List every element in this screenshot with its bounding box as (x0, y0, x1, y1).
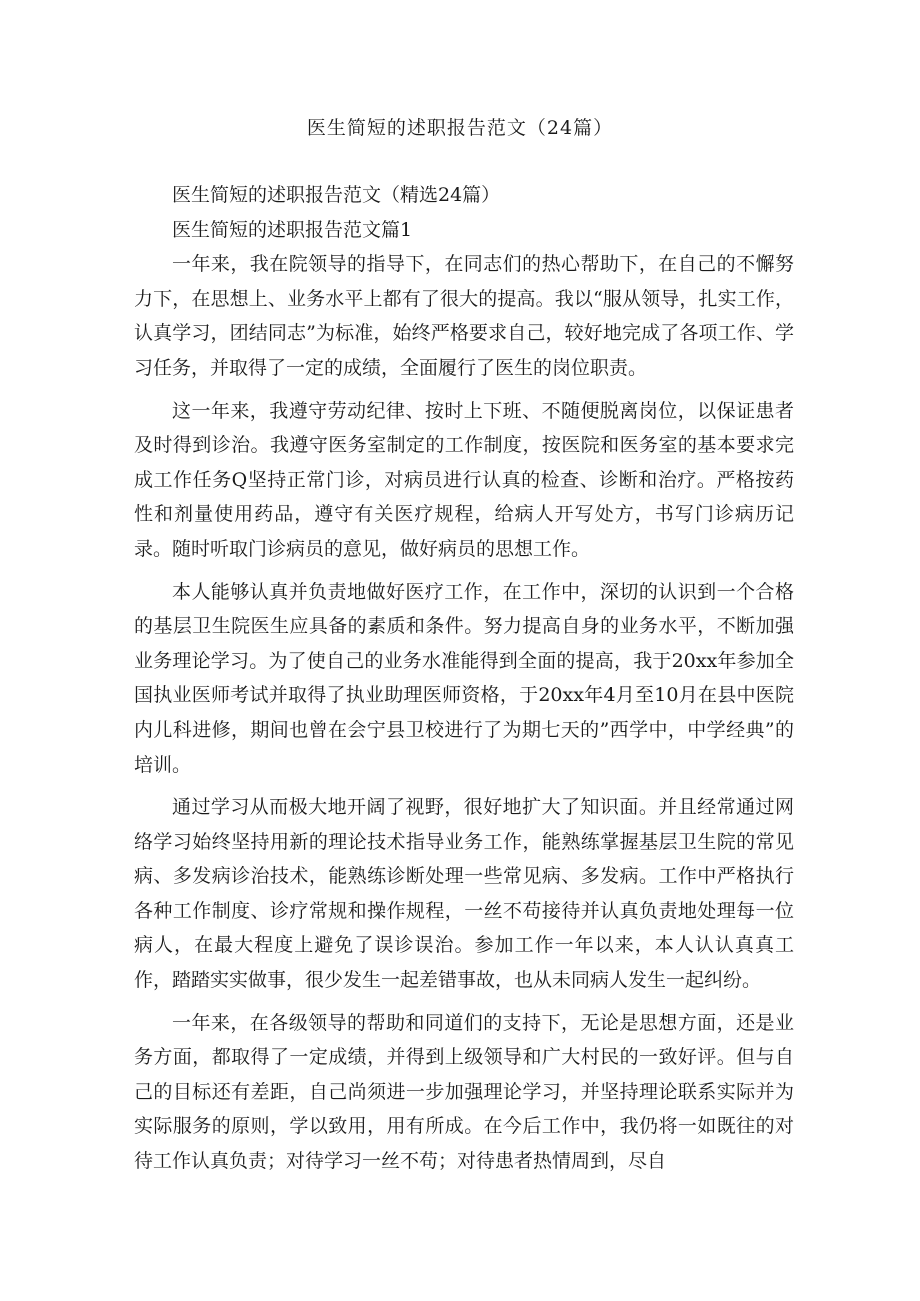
document-subtitle: 医生简短的述职报告范文（精选24篇） (172, 184, 501, 206)
paragraph-3: 本人能够认真并负责地做好医疗工作，在工作中，深切的认识到一个合格的基层卫生院医生应具备的素质和条件。努力提高自身的业务水平，不断加强业务理论学习。为了使自己的业务水准能得到全面的提高，我于20xx年参加全国执业医师考试并取得了执业助理医师资格，于20xx年4月至10月在县中医院内儿科进修，期间也曾在会宁县卫校进行了为期七天的”西学中，中学经典”的培训。 (134, 580, 794, 776)
paragraph-2: 这一年来，我遵守劳动纪律、按时上下班、不随便脱离岗位，以保证患者及时得到诊治。我遵守医务室制定的工作制度，按医院和医务室的基本要求完成工作任务Q坚持正常门诊，对病员进行认真的检查、诊断和治疗。严格按药性和剂量使用药品，遵守有关医疗规程，给病人开写处方，书写门诊病历记录。随时听取门诊病员的意见，做好病员的思想工作。 (134, 399, 794, 560)
section-heading: 医生简短的述职报告范文篇1 (172, 218, 413, 241)
paragraph-1: 一年来，我在院领导的指导下，在同志们的热心帮助下，在自己的不懈努力下，在思想上、业务水平上都有了很大的提高。我以“服从领导，扎实工作，认真学习，团结同志”为标准，始终严格要求自己，较好地完成了各项工作、学习任务，并取得了一定的成绩，全面履行了医生的岗位职责。 (134, 253, 794, 379)
paragraph-5: 一年来，在各级领导的帮助和同道们的支持下，无论是思想方面，还是业务方面，都取得了一定成绩，并得到上级领导和广大村民的一致好评。但与自己的目标还有差距，自己尚须进一步加强理论学习，并坚持理论联系实际并为实际服务的原则，学以致用，用有所成。在今后工作中，我仍将一如既往的对待工作认真负责；对待学习一丝不苟；对待患者热情周到，尽自 (134, 1011, 794, 1173)
paragraph-4: 通过学习从而极大地开阔了视野，很好地扩大了知识面。并且经常通过网络学习始终坚持用新的理论技术指导业务工作，能熟练掌握基层卫生院的常见病、多发病诊治技术，能熟练诊断处理一些常见病、多发病。工作中严格执行各种工作制度、诊疗常规和操作规程，一丝不苟接待并认真负责地处理每一位病人，在最大程度上避免了误诊误治。参加工作一年以来，本人认认真真工作，踏踏实实做事，很少发生一起差错事故，也从未同病人发生一起纠纷。 (134, 796, 794, 992)
document-title: 医生简短的述职报告范文（24篇） (306, 117, 614, 139)
document-body (134, 178, 794, 1179)
